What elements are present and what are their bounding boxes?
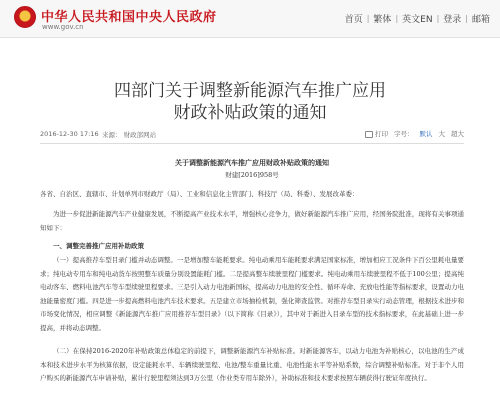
site-title[interactable]: 中华人民共和国中央人民政府 (41, 10, 217, 25)
nav-separator: | (436, 14, 440, 23)
article-tools (365, 129, 464, 138)
nav-login[interactable]: 登录 (443, 15, 462, 25)
font-bigger-button[interactable]: 超大 (451, 130, 464, 138)
print-icon (365, 131, 373, 138)
article-title (0, 80, 500, 124)
document-title: 关于调整新能源汽车推广应用财政补贴政策的通知 (175, 158, 329, 167)
nav-mail[interactable]: 邮箱 (471, 15, 490, 25)
nav-home[interactable]: 首页 (344, 15, 363, 25)
document-paragraph: （二）在保持2016-2020年补贴政策总体稳定的前提下，调整新能源汽车补贴标准。对新能源客车，以动力电池为补贴核心，以电池的生产成本和技术进步水平为核算依据，设定能耗水平、车辆续驶里程、电池/整车重量比重、电池性能水平等补贴系数，综合调整补贴标准。对于非个人用户购买的新能源汽车申请补贴，累计行驶里程须达到3万公里（作业类专用车除外），补助标准和技术要求按照车辆获得行驶证年度执行。 (40, 347, 464, 382)
nav-separator: | (366, 14, 370, 23)
publish-date: 2016-12-30 17:16 (40, 130, 99, 138)
document-intro: 为进一步促进新能源汽车产业健康发展，不断提高产业技术水平，增强核心竞争力，做好新能源汽车推广应用，经国务院批准，现将有关事项通知如下： (40, 210, 464, 232)
print-button[interactable] (365, 129, 388, 138)
font-big-button[interactable]: 大 (438, 130, 445, 138)
nav-english[interactable]: 英文EN (402, 15, 433, 25)
national-emblem-icon[interactable] (14, 6, 36, 28)
document-number: 财建[2016]958号 (225, 171, 279, 179)
document-body (40, 158, 464, 386)
section-heading: 一、调整完善推广应用补助政策 (53, 242, 144, 250)
paragraph-gap (40, 335, 464, 345)
nav-traditional[interactable]: 繁体 (373, 15, 392, 25)
article-source: 来源： 财政部网站 (102, 131, 157, 139)
article-title-line2: 财政补贴政策的通知 (173, 103, 327, 123)
document-addressee: 各省、自治区、直辖市、计划单列市财政厅（局）、工业和信息化主管部门、科技厅（局、科委）、发展改革委： (40, 190, 359, 198)
nav-separator: | (395, 14, 399, 23)
print-label: 打印 (375, 130, 388, 138)
font-default-button[interactable]: 默认 (419, 130, 433, 138)
site-header (0, 0, 500, 38)
font-size-label: 字号： (394, 130, 414, 138)
document-paragraph: （一）提高推荐车型目录门槛并动态调整。一是增加整车能耗要求。纯电动乘用车能耗要求满足国家标准，增加相应工况条件下百公里耗电量要求；纯电动专用车和纯电动货车按照整车质量分别设置能耗门槛。二是提高整车续驶里程门槛要求。纯电动乘用车续驶里程不低于100公里；提高纯电动客车、燃料电池汽车等车型续驶里程要求。三是引入动力电池新国标，提高动力电池的安全性、循环寿命、充放电性能等指标要求，设置动力电池能量密度门槛。四是进一步提高燃料电池汽车技术要求。五是建立市场抽检机制，强化筛查监管。对推荐车型目录实行动态管理，根据技术进步和市场变化情况，相应调整《新能源汽车推广应用推荐车型目录》（以下简称《目录》），其中对于新进入目录车型的技术指标要求，在此基础上进一步提高，并将动态调整。 (40, 256, 464, 332)
nav-separator: | (465, 14, 468, 23)
article-title-line1: 四部门关于调整新能源汽车推广应用 (114, 81, 386, 101)
site-url: www.gov.cn (42, 23, 84, 31)
top-nav (341, 12, 494, 25)
article-meta (40, 128, 464, 144)
